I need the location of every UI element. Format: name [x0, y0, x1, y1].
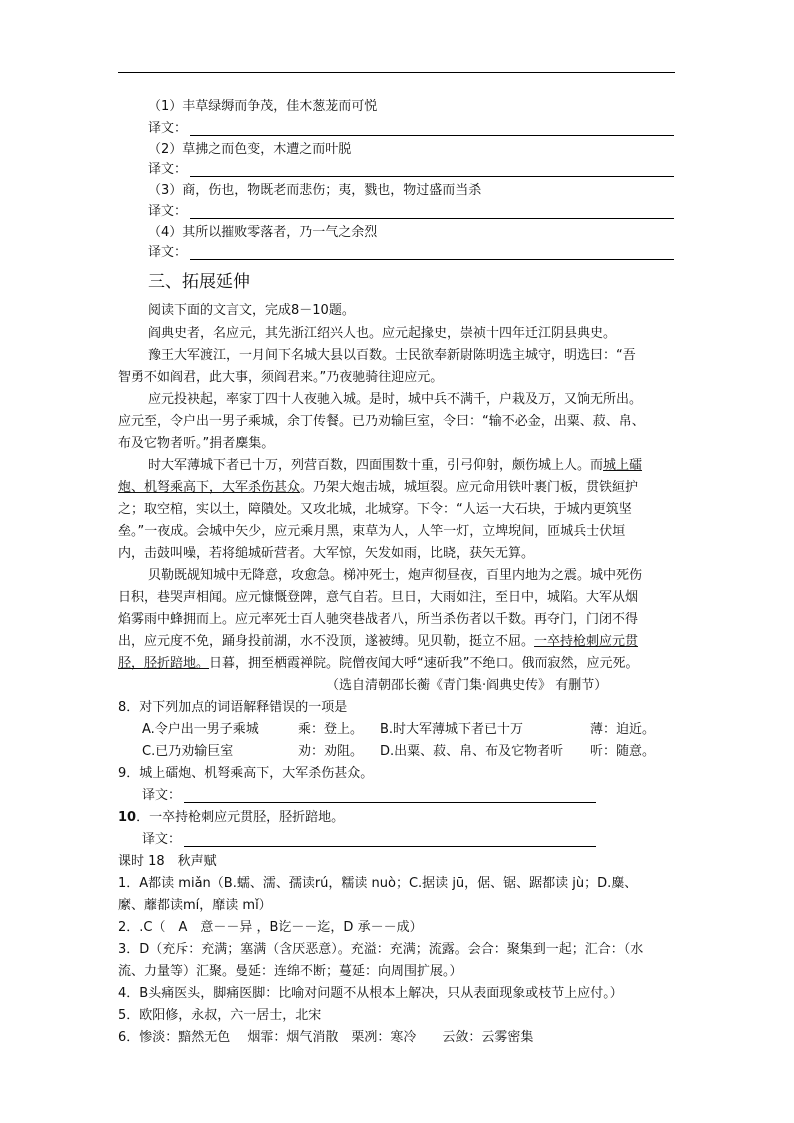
lesson-title: 课时 18 秋声赋 — [118, 854, 217, 869]
translation-blank[interactable] — [190, 176, 674, 177]
question-2: （2）草拂之而色变，木遭之而叶脱 — [148, 142, 352, 157]
option-c: C.已乃劝输巨室 — [142, 744, 234, 759]
passage-line: 时大军薄城下者已十万，列营百数，四面围数十重，引弓仰射，颇伤城上人。而城上礌 — [148, 458, 643, 473]
translation-label: 译文： — [148, 204, 188, 219]
option-d-explanation: 听：随意。 — [590, 744, 656, 759]
passage-line: 垒。”一夜成。会城中矢少，应元乘月黑，束草为人，人竿一灯，立埤堄间，匝城兵士伏垣 — [118, 524, 626, 539]
passage-source: （选自清朝邵长蘅《青门集·阎典史传》 有删节） — [326, 678, 608, 693]
answer-3: 3．D（充斥：充满；塞满（含厌恶意）。充溢：充满；流露。会合：聚集到一起；汇合：（水 — [118, 942, 644, 957]
passage-line: 炮、机弩乘高下，大军杀伤甚众。乃架大炮击城，城垣裂。应元命用铁叶裹门板，贯铁絙护 — [118, 480, 639, 495]
answer-5: 5．欧阳修，永叔，六一居士，北宋 — [118, 1008, 322, 1023]
question-9: 9．城上礌炮、机弩乘高下，大军杀伤甚众。 — [118, 766, 374, 781]
section-heading: 三、拓展延伸 — [148, 272, 250, 292]
question-4: （4）其所以摧败零落者，乃一气之余烈 — [148, 225, 378, 240]
passage-line: 应元投袂起，率家丁四十人夜驰入城。是时，城中兵不满千，户栽及万，又饷无所出。 — [148, 392, 643, 407]
passage-line: 之；取空棺，实以土，障隤处。又攻北城，北城穿。下令：“人运一大石块，于城内更筑坚 — [118, 502, 632, 517]
passage-line: 出，应元度不免，踊身投前湖，水不没顶，遂被缚。见贝勒，挺立不屈。一卒持枪刺应元贯 — [118, 634, 639, 649]
option-b-explanation: 薄：迫近。 — [590, 722, 656, 737]
answer-1: 1．A都读 miǎn（B.蠕、濡、孺读rú，糯读 nuò；C.据读 jū，倨、锯、踞都读 jù；D.麋、 — [118, 876, 638, 891]
passage-line: 阎典史者，名应元，其先浙江绍兴人也。应元起掾史，崇祯十四年迁江阴县典史。 — [148, 326, 617, 341]
translation-blank[interactable] — [184, 846, 596, 847]
translation-label: 译文： — [142, 832, 182, 847]
translation-label: 译文： — [148, 121, 188, 136]
answer-1-cont: 縻、蘼都读mí，靡读 mǐ） — [118, 898, 272, 913]
answer-3-cont: 流、力量等）汇聚。曼延：连绵不断；蔓延：向周围扩展。） — [118, 964, 463, 979]
passage-line: 胫，胫折踣地。日暮，拥至栖霞禅院。院僧夜闻大呼“速斫我”不绝口。俄而寂然，应元死。 — [118, 656, 639, 671]
translation-blank[interactable] — [190, 259, 674, 260]
underlined-sentence: 一卒持枪刺应元贯 — [534, 634, 639, 649]
answer-4: 4．B头痛医头，脚痛医脚：比喻对问题不从根本上解决，只从表面现象或枝节上应付。） — [118, 986, 623, 1001]
underlined-sentence: 胫，胫折踣地。 — [118, 656, 210, 671]
translation-label: 译文： — [148, 245, 188, 260]
question-8: 8．对下列加点的词语解释错误的一项是 — [118, 700, 348, 715]
translation-blank[interactable] — [190, 218, 674, 219]
reading-instruction: 阅读下面的文言文，完成8－10题。 — [148, 303, 355, 318]
underlined-sentence: 炮、机弩乘高下，大军杀伤甚众 — [118, 480, 301, 495]
option-a: A.令户出一男子乘城 — [142, 722, 259, 737]
translation-label: 译文： — [148, 162, 188, 177]
passage-line: 应元至，令户出一男子乘城，余丁传餐。已乃劝输巨室，令曰：“输不必金，出粟、菽、帛、 — [118, 414, 645, 429]
option-b: B.时大军薄城下者已十万 — [380, 722, 524, 737]
translation-blank[interactable] — [184, 802, 596, 803]
question-1: （1）丰草绿缛而争茂，佳木葱茏而可悦 — [148, 99, 378, 114]
option-d: D.出粟、菽、帛、布及它物者听 — [380, 744, 564, 759]
option-c-explanation: 劝：劝阻。 — [298, 744, 364, 759]
answer-6: 6．惨淡：黯然无色 烟霏：烟气消散 栗冽：寒冷 云敛：云雾密集 — [118, 1030, 534, 1045]
passage-line: 贝勒既觇知城中无降意，攻愈急。梯冲死士，炮声彻昼夜，百里内地为之震。城中死伤 — [148, 568, 643, 583]
question-3: （3）商，伤也，物既老而悲伤；夷，戮也，物过盛而当杀 — [148, 183, 482, 198]
passage-line: 布及它物者听。”捐者麇集。 — [118, 436, 275, 451]
passage-line: 内，击鼓叫噪，若将缒城斫营者。大军惊，矢发如雨，比晓，获矢无算。 — [118, 546, 535, 561]
passage-line: 智勇不如阎君，此大事，须阎君来。”乃夜驰骑往迎应元。 — [118, 370, 444, 385]
translation-blank[interactable] — [190, 135, 674, 136]
option-a-explanation: 乘：登上。 — [298, 722, 364, 737]
question-10: 10．一卒持枪刺应元贯胫，胫折踣地。 — [118, 810, 345, 825]
answer-2: 2．.C（ A 意－－异 ，B讫－－迄，D 承－－成） — [118, 920, 423, 935]
underlined-sentence: 城上礌 — [603, 458, 643, 473]
header-rule — [118, 72, 675, 73]
passage-line: 日积，巷哭声相闻。应元慷慨登陴，意气自若。旦日，大雨如注，至日中，城陷。大军从烟 — [118, 590, 639, 605]
translation-label: 译文： — [142, 788, 182, 803]
passage-line: 焰雾雨中蜂拥而上。应元率死士百人驰突巷战者八，所当杀伤者以千数。再夺门，门闭不得 — [118, 612, 639, 627]
passage-line: 豫王大军渡江，一月间下名城大县以百数。士民欲奉新尉陈明选主城守，明选曰：“吾 — [148, 348, 636, 363]
